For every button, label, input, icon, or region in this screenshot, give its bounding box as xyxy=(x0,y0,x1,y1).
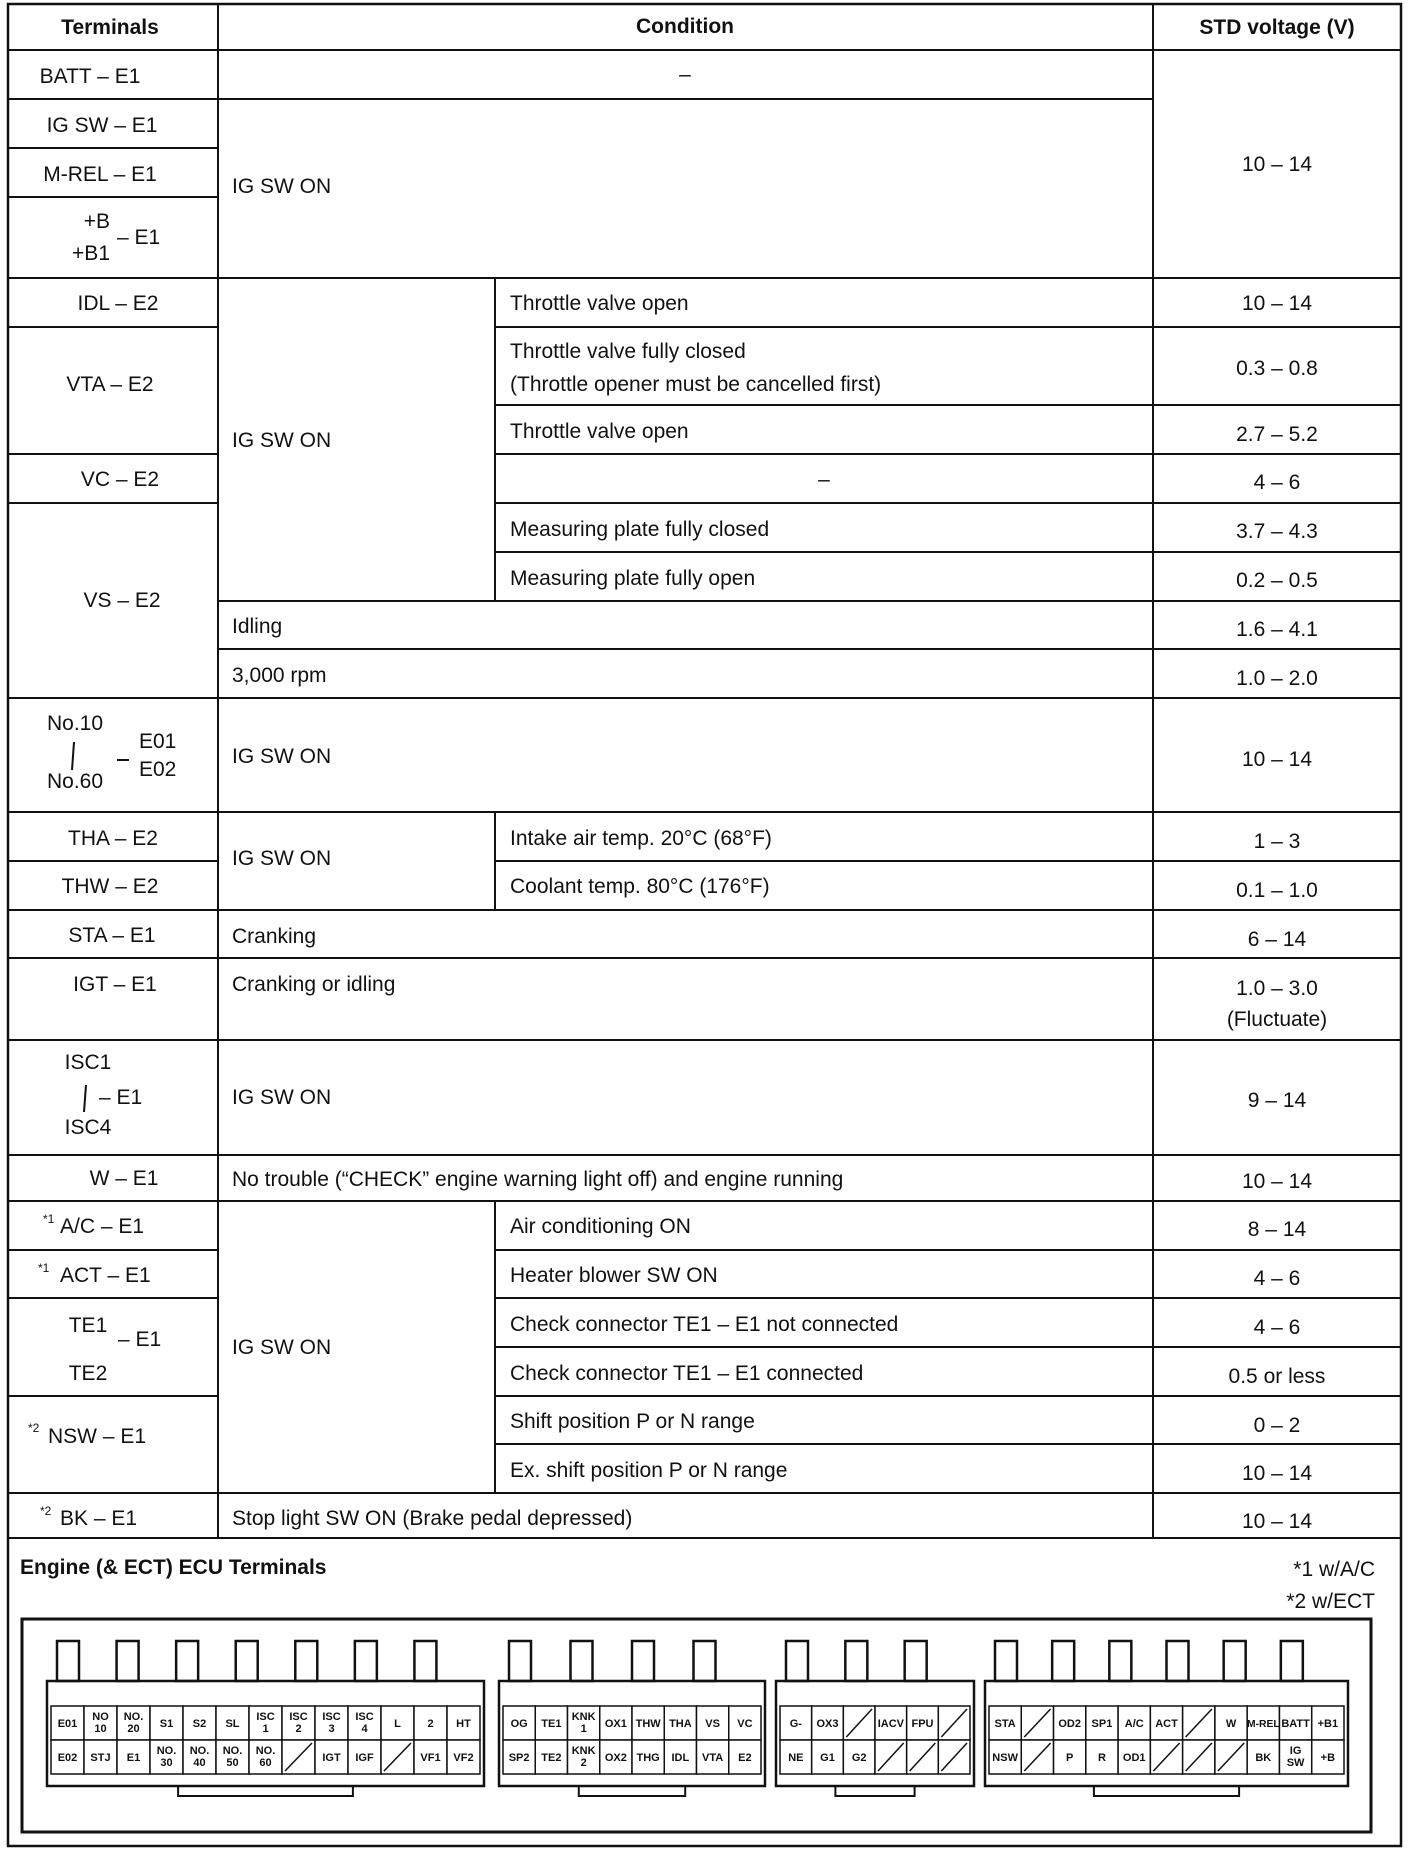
pin-label: E1 xyxy=(126,1752,141,1764)
pin-label: OX3 xyxy=(816,1718,839,1730)
connector-key xyxy=(1167,1641,1189,1681)
connector-key xyxy=(509,1641,531,1681)
footnote-mark-ac: *1 xyxy=(43,1212,55,1226)
sub-condition-te-2: Check connector TE1 – E1 connected xyxy=(510,1362,864,1385)
pin-label: THG xyxy=(636,1752,660,1764)
pin-label: W xyxy=(1225,1718,1237,1730)
pin-label: NO. xyxy=(156,1745,177,1757)
voltage-igt-note: (Fluctuate) xyxy=(1226,1008,1328,1031)
terminal-isc-suffix: – E1 xyxy=(99,1086,143,1109)
condition-sta: Cranking xyxy=(232,925,317,948)
connector-key xyxy=(1109,1641,1131,1681)
voltage-nsw-1: 0 – 2 xyxy=(1253,1414,1301,1437)
terminal-sta: STA – E1 xyxy=(68,924,156,947)
pin-label: IDL xyxy=(671,1752,690,1764)
pin-label: SL xyxy=(225,1718,240,1730)
sub-condition-vs-2: Measuring plate fully open xyxy=(510,567,756,590)
footnote-mark-act: *1 xyxy=(38,1261,50,1275)
pin-label: S2 xyxy=(192,1718,207,1730)
connector-key xyxy=(1052,1641,1074,1681)
condition-batt: – xyxy=(679,63,691,86)
terminal-no60: No.60 xyxy=(46,770,104,793)
pin-label: 1 xyxy=(262,1723,269,1735)
pin-label: NO. xyxy=(123,1711,144,1723)
voltage-vs-3000rpm: 1.0 – 2.0 xyxy=(1236,667,1318,690)
header-terminals: Terminals xyxy=(61,16,159,39)
pin-label: M-REL xyxy=(1246,1719,1280,1730)
pin-label: ACT xyxy=(1155,1718,1178,1730)
voltage-ac: 8 – 14 xyxy=(1247,1218,1307,1241)
sub-condition-act: Heater blower SW ON xyxy=(510,1264,718,1287)
sub-condition-te-1: Check connector TE1 – E1 not connected xyxy=(510,1313,899,1336)
pin-label: ISC xyxy=(289,1711,308,1723)
pin-label: IACV xyxy=(877,1718,904,1730)
condition-ig-sw-group: IG SW ON xyxy=(232,175,332,198)
pin-label: IGF xyxy=(355,1752,374,1764)
pin-label: KNK xyxy=(571,1745,596,1757)
pin-label: IG xyxy=(1289,1745,1302,1757)
terminal-e02: E02 xyxy=(139,758,177,781)
pin-label: STJ xyxy=(90,1752,111,1764)
connector-key xyxy=(905,1641,927,1681)
pin-label: OX1 xyxy=(604,1718,627,1730)
connector-tab xyxy=(835,1786,914,1796)
terminal-vs: VS – E2 xyxy=(83,589,161,612)
voltage-bk: 10 – 14 xyxy=(1241,1510,1313,1533)
terminal-isc4: ISC4 xyxy=(64,1116,112,1139)
connector-3 xyxy=(776,1641,974,1796)
terminal-ig-sw: IG SW – E1 xyxy=(46,114,158,137)
footnote-2: *2 w/ECT xyxy=(1286,1590,1375,1613)
sub-condition-vta-1-line2: (Throttle opener must be cancelled first) xyxy=(510,373,882,396)
footnote-mark-nsw: *2 xyxy=(28,1421,40,1435)
pin-label: BATT xyxy=(1281,1718,1310,1730)
pin-label: 3 xyxy=(328,1723,335,1735)
pin-label: FPU xyxy=(911,1718,934,1730)
terminal-vta: VTA – E2 xyxy=(66,373,154,396)
pin-label: 4 xyxy=(361,1723,368,1735)
pin-label: THA xyxy=(669,1718,692,1730)
condition-isc: IG SW ON xyxy=(232,1086,332,1109)
voltage-idl: 10 – 14 xyxy=(1241,292,1313,315)
pin-label: S1 xyxy=(159,1718,174,1730)
terminal-e01: E01 xyxy=(139,730,177,753)
sub-condition-vc: – xyxy=(818,468,830,491)
pin-label: 2 xyxy=(295,1723,302,1735)
footer-title: Engine (& ECT) ECU Terminals xyxy=(20,1556,327,1579)
pin-label: E01 xyxy=(57,1718,78,1730)
condition-bk: Stop light SW ON (Brake pedal depressed) xyxy=(232,1507,633,1530)
voltage-vta-2: 2.7 – 5.2 xyxy=(1236,423,1318,446)
pin-label: TE2 xyxy=(541,1752,562,1764)
terminal-w: W – E1 xyxy=(89,1167,159,1190)
voltage-no10: 10 – 14 xyxy=(1241,748,1313,771)
terminal-vc: VC – E2 xyxy=(80,468,160,491)
pin-label: OD2 xyxy=(1058,1718,1081,1730)
voltage-vs-2: 0.2 – 0.5 xyxy=(1236,569,1318,592)
voltage-vta-1: 0.3 – 0.8 xyxy=(1236,357,1318,380)
condition-igt: Cranking or idling xyxy=(232,973,396,996)
voltage-isc: 9 – 14 xyxy=(1247,1089,1307,1112)
pin-label: 30 xyxy=(160,1757,173,1769)
header-condition: Condition xyxy=(636,15,734,38)
connector-key xyxy=(786,1641,808,1681)
connector-key xyxy=(176,1641,198,1681)
pin-label: VF1 xyxy=(420,1752,441,1764)
terminal-te-suffix: – E1 xyxy=(118,1328,162,1351)
terminal-plus-b-suffix: – E1 xyxy=(117,226,161,249)
header-std-voltage: STD voltage (V) xyxy=(1199,16,1355,39)
terminal-m-rel: M-REL – E1 xyxy=(43,163,157,186)
pin-label: 20 xyxy=(127,1723,140,1735)
terminal-bk: BK – E1 xyxy=(60,1507,138,1530)
footnote-1: *1 w/A/C xyxy=(1293,1558,1375,1581)
sub-condition-nsw-2: Ex. shift position P or N range xyxy=(510,1459,788,1482)
voltage-ig-sw-group: 10 – 14 xyxy=(1241,153,1313,176)
sub-condition-nsw-1: Shift position P or N range xyxy=(510,1410,755,1433)
connector-tab xyxy=(1094,1786,1239,1796)
pin-label: VTA xyxy=(702,1752,724,1764)
pin-label: THW xyxy=(635,1718,661,1730)
pin-label: E02 xyxy=(57,1752,78,1764)
pin-label: +B1 xyxy=(1317,1718,1339,1730)
terminal-te2: TE2 xyxy=(68,1362,108,1385)
connector-1 xyxy=(47,1641,484,1796)
pin-label: G2 xyxy=(851,1752,867,1764)
terminal-tha: THA – E2 xyxy=(68,827,158,850)
pin-label: SP2 xyxy=(508,1752,530,1764)
connector-key xyxy=(236,1641,258,1681)
connector-tab xyxy=(178,1786,353,1796)
pin-label: NE xyxy=(788,1752,804,1764)
terminal-thw: THW – E2 xyxy=(61,875,159,898)
condition-w: No trouble (“CHECK” engine warning light off) and engine running xyxy=(232,1168,844,1191)
terminal-plus-b: +B xyxy=(83,210,110,233)
voltage-nsw-2: 10 – 14 xyxy=(1241,1462,1313,1485)
voltage-sta: 6 – 14 xyxy=(1247,928,1307,951)
sub-condition-tha: Intake air temp. 20°C (68°F) xyxy=(510,827,772,850)
pin-label: NSW xyxy=(992,1752,1018,1764)
connector-key xyxy=(295,1641,317,1681)
sub-condition-vs-1: Measuring plate fully closed xyxy=(510,518,770,541)
pin-label: NO. xyxy=(255,1745,276,1757)
pin-label: 2 xyxy=(580,1757,587,1769)
terminal-isc1: ISC1 xyxy=(64,1051,112,1074)
connector-key xyxy=(355,1641,377,1681)
condition-vs-idling: Idling xyxy=(232,615,283,638)
pin-label: 40 xyxy=(193,1757,206,1769)
pin-label: ISC xyxy=(355,1711,374,1723)
pin-label: L xyxy=(394,1718,401,1730)
voltage-thw: 0.1 – 1.0 xyxy=(1236,879,1318,902)
pin-label: TE1 xyxy=(541,1718,562,1730)
condition-throttle-group: IG SW ON xyxy=(232,429,332,452)
condition-vs-3000rpm: 3,000 rpm xyxy=(232,664,327,687)
pin-label: IGT xyxy=(322,1752,341,1764)
pin-label: ISC xyxy=(256,1711,275,1723)
pin-label: VC xyxy=(737,1718,753,1730)
sub-condition-vta-1-line1: Throttle valve fully closed xyxy=(510,340,746,363)
terminal-batt: BATT – E1 xyxy=(39,65,141,88)
connector-key xyxy=(117,1641,139,1681)
pin-label: G1 xyxy=(820,1752,835,1764)
voltage-vc: 4 – 6 xyxy=(1253,471,1301,494)
pin-label: HT xyxy=(456,1718,471,1730)
pin-label: G- xyxy=(789,1718,802,1730)
sub-condition-idl: Throttle valve open xyxy=(510,292,689,315)
connector-key xyxy=(1224,1641,1246,1681)
voltage-vs-1: 3.7 – 4.3 xyxy=(1236,520,1318,543)
connector-key xyxy=(995,1641,1017,1681)
table-text xyxy=(20,15,1375,1613)
condition-temp-group: IG SW ON xyxy=(232,847,332,870)
terminal-te1: TE1 xyxy=(68,1314,108,1337)
voltage-te-2: 0.5 or less xyxy=(1228,1365,1326,1388)
voltage-te-1: 4 – 6 xyxy=(1253,1316,1301,1339)
connector-key xyxy=(632,1641,654,1681)
sub-condition-thw: Coolant temp. 80°C (176°F) xyxy=(510,875,770,898)
connector-key xyxy=(1281,1641,1303,1681)
pin-label: SP1 xyxy=(1091,1718,1113,1730)
pin-label: ISC xyxy=(322,1711,341,1723)
connector-key xyxy=(845,1641,867,1681)
sub-condition-ac: Air conditioning ON xyxy=(510,1215,691,1238)
connector-key xyxy=(571,1641,593,1681)
voltage-act: 4 – 6 xyxy=(1253,1267,1301,1290)
footnote-mark-bk: *2 xyxy=(40,1504,52,1518)
pin-label: 1 xyxy=(580,1723,587,1735)
connector-key xyxy=(57,1641,79,1681)
terminal-nsw: NSW – E1 xyxy=(48,1425,147,1448)
pin-label: R xyxy=(1097,1752,1106,1764)
voltage-vs-idling: 1.6 – 4.1 xyxy=(1236,618,1318,641)
terminal-plus-b1: +B1 xyxy=(72,242,110,265)
terminal-idl: IDL – E2 xyxy=(77,292,159,315)
pin-label: OD1 xyxy=(1122,1752,1146,1764)
connector-2 xyxy=(499,1641,765,1796)
pin-label: NO. xyxy=(189,1745,210,1757)
condition-ac-group: IG SW ON xyxy=(232,1336,332,1359)
connector-key xyxy=(414,1641,436,1681)
pin-label: +B xyxy=(1320,1752,1336,1764)
voltage-tha: 1 – 3 xyxy=(1253,830,1301,853)
terminal-ac: A/C – E1 xyxy=(60,1215,145,1238)
pin-label: BK xyxy=(1255,1752,1272,1764)
terminal-no10: No.10 xyxy=(46,712,104,735)
pin-label: KNK xyxy=(571,1711,596,1723)
range-mark xyxy=(84,1085,86,1112)
voltage-w: 10 – 14 xyxy=(1241,1170,1313,1193)
pin-label: 2 xyxy=(427,1718,434,1730)
pin-label: OG xyxy=(510,1718,528,1730)
terminal-act: ACT – E1 xyxy=(60,1264,151,1287)
pin-label: NO. xyxy=(222,1745,243,1757)
pin-label: 60 xyxy=(259,1757,272,1769)
voltage-igt: 1.0 – 3.0 xyxy=(1236,977,1318,1000)
pin-label: STA xyxy=(994,1718,1016,1730)
connector-key xyxy=(694,1641,716,1681)
pin-label: P xyxy=(1066,1752,1074,1764)
pin-label: NO xyxy=(92,1711,109,1723)
ecu-connectors xyxy=(47,1641,1348,1796)
pin-label: VF2 xyxy=(453,1752,474,1764)
pin-label: 10 xyxy=(94,1723,107,1735)
pin-label: SW xyxy=(1286,1757,1305,1769)
connector-tab xyxy=(579,1786,685,1796)
pin-label: 50 xyxy=(226,1757,239,1769)
range-mark xyxy=(72,742,74,770)
pin-label: OX2 xyxy=(604,1752,627,1764)
pin-label: A/C xyxy=(1124,1718,1144,1730)
terminal-igt: IGT – E1 xyxy=(73,973,157,996)
connector-4 xyxy=(985,1641,1348,1796)
pin-label: VS xyxy=(705,1718,720,1730)
sub-condition-vta-2: Throttle valve open xyxy=(510,420,689,443)
condition-no10: IG SW ON xyxy=(232,745,332,768)
pin-label: E2 xyxy=(738,1752,752,1764)
